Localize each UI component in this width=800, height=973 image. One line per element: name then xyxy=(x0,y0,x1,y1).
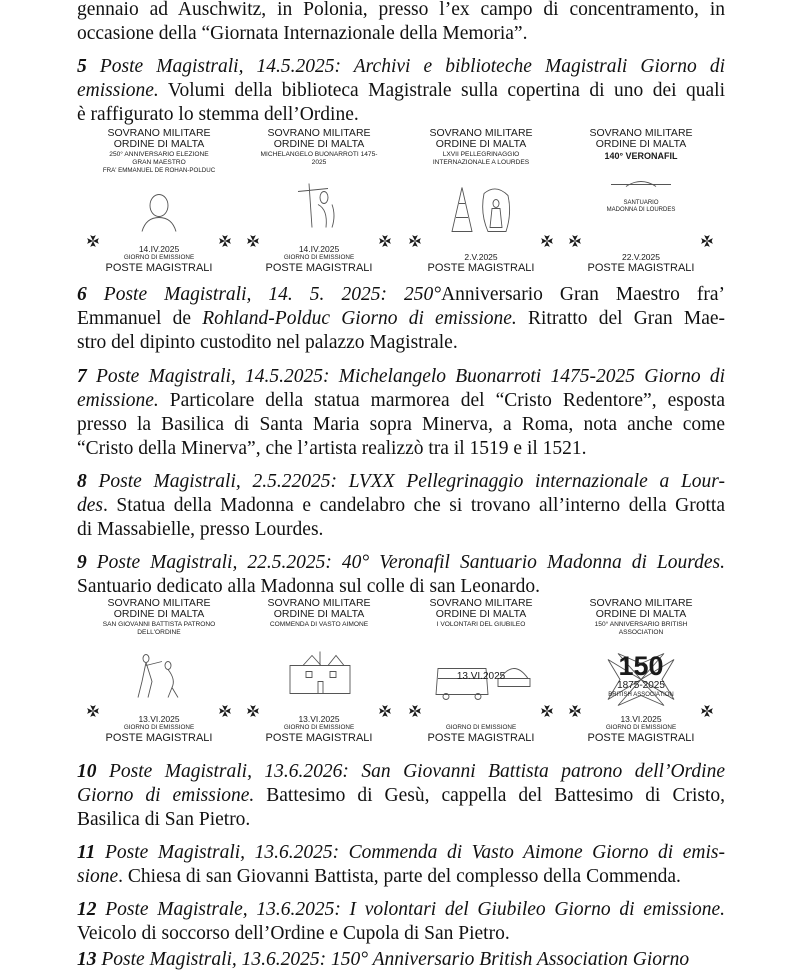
commenda-building-illustration xyxy=(290,652,350,694)
body-text: Emmanuel de xyxy=(77,308,203,329)
maltese-cross-icon xyxy=(568,704,582,718)
italic-title-text: Poste Magistrali, 14.5.2025: Archivi e biblioteche Magistrali Giorno di xyxy=(86,56,725,77)
postmark-picture-area xyxy=(576,161,706,252)
postmark-illustration xyxy=(94,637,224,714)
paragraph-item-9 xyxy=(77,551,725,599)
item-number: 12 xyxy=(77,899,97,920)
postmark-center-text: BRITISH ASSOCIATION xyxy=(608,692,674,698)
text-line xyxy=(77,79,725,103)
body-text: di Massabielle, presso Lourdes. xyxy=(77,519,324,540)
body-text: Particolare della statua marmorea del “Cristo Redentore”, esposta xyxy=(158,390,725,411)
postmark-center-text: 13.VI.2025 xyxy=(456,670,506,682)
postmark-3 xyxy=(406,128,556,274)
postmark-illustration xyxy=(254,629,384,714)
item-number: 5 xyxy=(77,56,87,77)
postmark-center-text: 1875-2025 xyxy=(617,680,665,691)
text-line xyxy=(77,898,725,922)
postmark-1 xyxy=(84,128,234,274)
maltese-cross-icon xyxy=(408,234,422,248)
body-text: Anniversario Gran Maestro fra’ xyxy=(441,284,725,305)
postmark-bottom-text: POSTE MAGISTRALI xyxy=(265,262,373,274)
item-number: 6 xyxy=(77,284,87,305)
paragraph-item-11 xyxy=(77,841,725,889)
postmark-date: 2.V.2025 xyxy=(464,252,498,262)
postmark-inner-text: 150° ANNIVERSARIO BRITISH ASSOCIATION xyxy=(594,621,688,636)
body-text: stro del dipinto custodito nel palazzo Magistrale. xyxy=(77,332,458,353)
maltese-cross-icon xyxy=(246,234,260,248)
postmark-6 xyxy=(244,598,394,744)
postmark-bottom-text: POSTE MAGISTRALI xyxy=(587,732,695,744)
item-number: 10 xyxy=(77,761,97,782)
text-line xyxy=(77,494,725,518)
item-number: 8 xyxy=(77,471,87,492)
italic-title-text: emissione. xyxy=(77,80,159,101)
postmark-outer-text: SOVRANO MILITARE ORDINE DI MALTA xyxy=(589,597,693,620)
body-text: Santuario dedicato alla Madonna sul colle di san Leonardo. xyxy=(77,576,540,597)
postmark-illustration xyxy=(94,175,224,244)
postmark-giorno-text: GIORNO DI EMISSIONE xyxy=(445,724,517,731)
text-line xyxy=(77,841,725,865)
body-text: Veicolo di soccorso dell’Ordine e Cupola di San Pietro. xyxy=(77,923,510,944)
maltese-cross-icon xyxy=(700,704,714,718)
body-text: Battesimo di Gesù, cappella del Battesimo di Cristo, xyxy=(254,785,725,806)
postmark-outer-text: SOVRANO MILITARE ORDINE DI MALTA xyxy=(589,127,693,150)
body-text: . Chiesa di san Giovanni Battista, parte del complesso della Commenda. xyxy=(118,866,681,887)
postmark-picture-area xyxy=(576,637,706,714)
maltese-cross-icon xyxy=(568,234,582,248)
text-line xyxy=(77,22,725,46)
postmark-center-text: 150 xyxy=(618,651,664,681)
italic-title-text: sione xyxy=(77,866,119,887)
postmark-giorno-text: GIORNO DI EMISSIONE xyxy=(283,724,355,731)
maltese-cross-icon xyxy=(378,704,392,718)
postmark-inner-text: I VOLONTARI DEL GIUBILEO xyxy=(436,621,526,628)
postmark-7 xyxy=(406,598,556,744)
body-text: Volumi della biblioteca Magistrale sulla copertina di uno dei quali xyxy=(158,80,725,101)
postmark-5 xyxy=(84,598,234,744)
italic-title-text: Poste Magistrali, 22.5.2025: 40° Veronafil Santuario Madonna di Lourdes. xyxy=(86,552,725,573)
postmark-inner-text: 250° ANNIVERSARIO ELEZIONE GRAN MAESTRO xyxy=(109,151,209,166)
maltese-cross-icon xyxy=(540,704,554,718)
postmark-giorno-text: GIORNO DI EMISSIONE xyxy=(123,254,195,261)
body-text: Ritratto del Gran Mae- xyxy=(516,308,725,329)
postmark-date: 14.IV.2025 xyxy=(298,244,340,254)
body-text: “Cristo della Minerva”, che l’artista realizzò tra il 1519 e il 1521. xyxy=(77,438,587,459)
item-number: 13 xyxy=(77,949,97,970)
postmark-illustration xyxy=(254,167,384,244)
postmark-giorno-text: GIORNO DI EMISSIONE xyxy=(605,724,677,731)
postmark-date: 13.VI.2025 xyxy=(138,714,180,724)
text-line xyxy=(77,55,725,79)
postmark-bottom-text: POSTE MAGISTRALI xyxy=(105,262,213,274)
postmark-outer-text: SOVRANO MILITARE ORDINE DI MALTA xyxy=(429,127,533,150)
postmark-bottom-text: POSTE MAGISTRALI xyxy=(587,262,695,274)
candelabra-madonna-illustration xyxy=(452,188,510,232)
text-line xyxy=(77,948,725,972)
text-line xyxy=(77,103,725,127)
postmark-outer-text: SOVRANO MILITARE ORDINE DI MALTA xyxy=(429,597,533,620)
body-text: gennaio ad Auschwitz, in Polonia, presso l’ex campo di concentramento, in xyxy=(77,0,725,20)
postmark-bottom-text: POSTE MAGISTRALI xyxy=(105,732,213,744)
postmark-inner-text: COMMENDA DI VASTO AIMONE xyxy=(269,621,369,628)
postmark-bottom-text: POSTE MAGISTRALI xyxy=(427,262,535,274)
postmark-bottom-text: POSTE MAGISTRALI xyxy=(265,732,373,744)
italic-title-text: des xyxy=(77,495,103,516)
maltese-cross-icon xyxy=(218,704,232,718)
text-line xyxy=(77,365,725,389)
item-number: 9 xyxy=(77,552,87,573)
maltese-cross-icon xyxy=(540,234,554,248)
baptism-illustration xyxy=(138,655,178,698)
text-line xyxy=(77,922,725,946)
maltese-cross-icon xyxy=(86,704,100,718)
postmark-date: 14.IV.2025 xyxy=(138,244,180,254)
italic-title-text: emissione. xyxy=(77,390,159,411)
item-number: 7 xyxy=(77,366,87,387)
postmark-center-text: MADONNA DI LOURDES xyxy=(606,206,676,213)
postmark-picture-area xyxy=(94,175,224,244)
postmark-inner-text: SAN GIOVANNI BATTISTA PATRONO DELL'ORDINE xyxy=(102,621,216,636)
text-line xyxy=(77,283,725,307)
postmark-8 xyxy=(566,598,716,744)
postmark-date: 22.V.2025 xyxy=(622,252,660,262)
paragraph-item-6 xyxy=(77,283,725,355)
maltese-cross-icon xyxy=(246,704,260,718)
postmark-picture-area xyxy=(254,167,384,244)
text-line xyxy=(77,575,725,599)
text-line xyxy=(77,518,725,542)
body-text: è raffigurato lo stemma dell’Ordine. xyxy=(77,104,359,125)
paragraph-item-10 xyxy=(77,760,725,832)
text-line xyxy=(77,331,725,355)
text-line xyxy=(77,470,725,494)
italic-title-text: Rohland-Polduc Giorno di emissione. xyxy=(202,308,517,329)
maltese-cross-icon xyxy=(408,704,422,718)
italic-title-text: Giorno di emissione. xyxy=(77,785,255,806)
postmark-giorno-text: GIORNO DI EMISSIONE xyxy=(123,724,195,731)
postmark-bottom-text: POSTE MAGISTRALI xyxy=(427,732,535,744)
postmark-date: 13.VI.2025 xyxy=(620,714,662,724)
text-line xyxy=(77,551,725,575)
paragraph-item-12 xyxy=(77,898,725,946)
postmark-inner-text: 140° VERONAFIL xyxy=(604,151,678,161)
postmark-inner-text-2: FRA' EMMANUEL DE ROHAN-POLDUC xyxy=(102,167,216,174)
italic-title-text: Poste Magistrali, 13.6.2026: San Giovanni Battista patrono dell’Ordine xyxy=(96,761,725,782)
postmark-picture-area xyxy=(416,167,546,252)
text-line xyxy=(77,437,725,461)
postmark-2 xyxy=(244,128,394,274)
text-line xyxy=(77,865,725,889)
paragraph-item-8 xyxy=(77,470,725,542)
postmark-inner-text: MICHELANGELO BUONARROTI 1475-2025 xyxy=(260,151,378,166)
text-line xyxy=(77,307,725,331)
postmark-outer-text: SOVRANO MILITARE ORDINE DI MALTA xyxy=(107,597,211,620)
maltese-cross-icon xyxy=(378,234,392,248)
italic-title-text: Poste Magistrali, 13.6.2025: 150° Anniversario British Association Giorno xyxy=(96,949,690,970)
postmark-outer-text: SOVRANO MILITARE ORDINE DI MALTA xyxy=(267,597,371,620)
italic-title-text: Poste Magistrali, 14. 5. 2025: 250° xyxy=(86,284,442,305)
italic-title-text: Poste Magistrali, 14.5.2025: Michelangelo Buonarroti 1475-2025 Giorno di xyxy=(86,366,725,387)
paragraph-item-13 xyxy=(77,948,725,972)
sanctuary-illustration xyxy=(611,182,671,187)
maltese-cross-icon xyxy=(86,234,100,248)
postmark-4 xyxy=(566,128,716,274)
paragraph-item-7 xyxy=(77,365,725,461)
portrait-illustration xyxy=(142,195,176,232)
postmark-outer-text: SOVRANO MILITARE ORDINE DI MALTA xyxy=(107,127,211,150)
text-line xyxy=(77,808,725,832)
postmark-outer-text: SOVRANO MILITARE ORDINE DI MALTA xyxy=(267,127,371,150)
text-line xyxy=(77,760,725,784)
paragraph-item-5 xyxy=(77,55,725,127)
postmark-picture-area xyxy=(254,629,384,714)
item-number: 11 xyxy=(77,842,96,863)
postmark-date: 13.VI.2025 xyxy=(298,714,340,724)
italic-title-text: Poste Magistrali, 13.6.2025: Commenda di Vasto Aimone Giorno di emis- xyxy=(95,842,725,863)
italic-title-text: Poste Magistrale, 13.6.2025: I volontari del Giubileo Giorno di emissione. xyxy=(96,899,725,920)
text-line xyxy=(77,0,725,22)
postmark-illustration xyxy=(416,167,546,252)
paragraph-intro xyxy=(77,0,725,46)
body-text: occasione della “Giornata Internazionale della Memoria”. xyxy=(77,23,528,44)
text-line xyxy=(77,784,725,808)
postmark-inner-text: LXVII PELLEGRINAGGIO INTERNAZIONALE A LOURDES xyxy=(432,151,530,166)
maltese-cross-icon xyxy=(218,234,232,248)
body-text: Basilica di San Pietro. xyxy=(77,809,251,830)
text-line xyxy=(77,413,725,437)
cristo-redentore-illustration xyxy=(298,184,334,228)
postmark-giorno-text: GIORNO DI EMISSIONE xyxy=(283,254,355,261)
text-line xyxy=(77,389,725,413)
maltese-cross-icon xyxy=(700,234,714,248)
italic-title-text: Poste Magistrali, 2.5.22025: LVXX Pellegrinaggio internazionale a Lour- xyxy=(86,471,725,492)
postmark-picture-area xyxy=(94,637,224,714)
body-text: . Statua della Madonna e candelabro che si trovano all’interno della Grotta xyxy=(103,495,725,516)
postmark-picture-area xyxy=(416,629,546,724)
postmark-center-text: SANTUARIO xyxy=(623,199,659,206)
body-text: presso la Basilica di Santa Maria sopra Minerva, a Roma, nota anche come xyxy=(77,414,725,435)
